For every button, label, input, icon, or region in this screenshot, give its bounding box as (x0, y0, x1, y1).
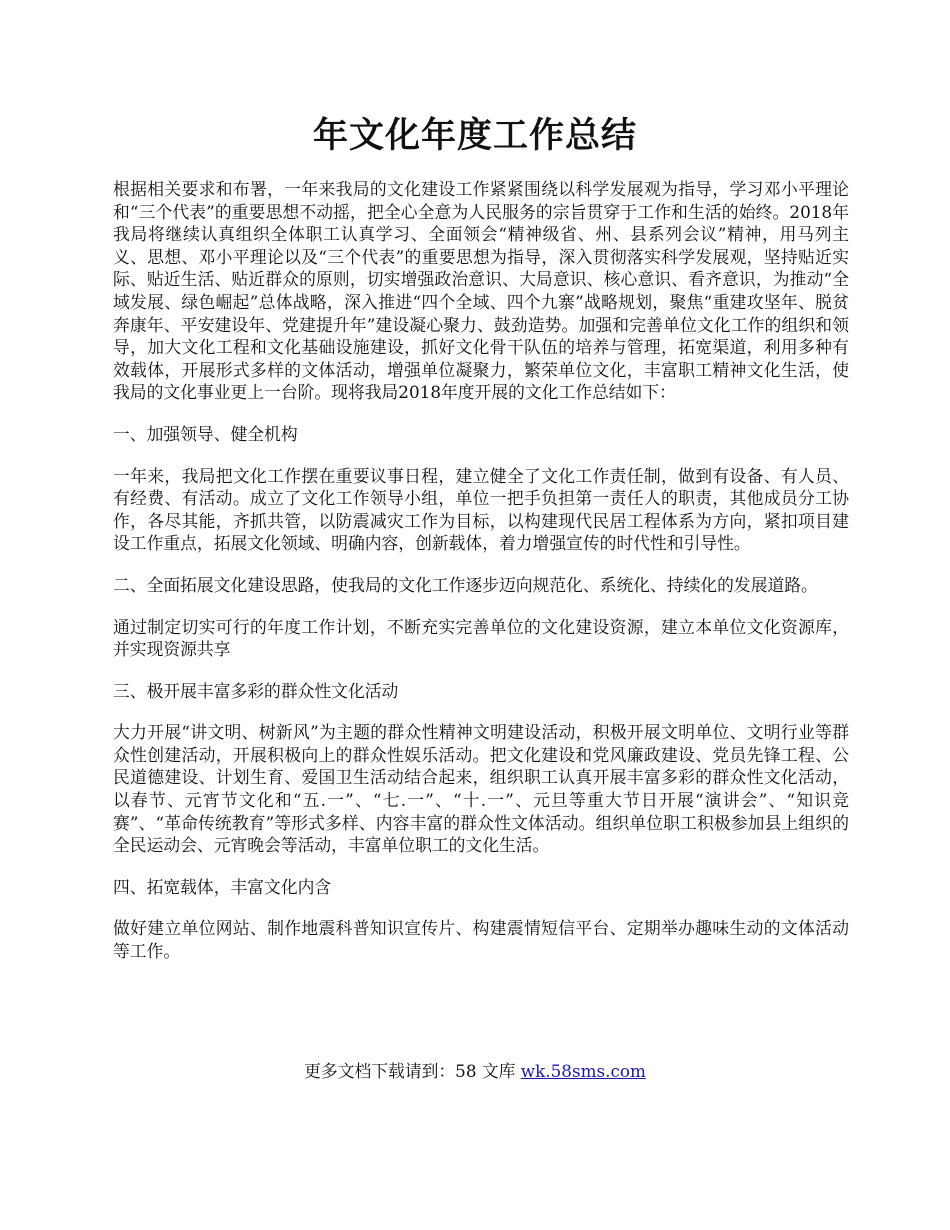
page-title: 年文化年度工作总结 (312, 115, 637, 156)
section-heading-3: 三、极开展丰富多彩的群众性文化活动 (113, 680, 399, 701)
section-body-1: 一年来，我局把文化工作摆在重要议事日程，建立健全了文化工作责任制，做到有设备、有人员、有经费、有活动。成立了文化工作领导小组，单位一把手负担第一责任人的职责，其他成员分工协作，各尽其能，齐抓共管，以防震减灾工作为目标，以构建现代民居工程体系为方向，紧扣项目建设工作重点，拓展文化领域、明确内容，创新载体，着力增强宣传的时代性和引导性。 (113, 465, 849, 554)
document-body (113, 178, 849, 982)
section-body-2: 通过制定切实可行的年度工作计划，不断充实完善单位的文化建设资源，建立本单位文化资源库，并实现资源共享 (113, 616, 849, 660)
section-body-4: 做好建立单位网站、制作地震科普知识宣传片、构建震情短信平台、定期举办趣味生动的文体活动等工作。 (113, 918, 849, 962)
footer-link[interactable]: wk.58sms.com (520, 1061, 646, 1081)
section-heading-2: 二、全面拓展文化建设思路，使我局的文化工作逐步迈向规范化、系统化、持续化的发展道路。 (113, 574, 818, 595)
footer (0, 1060, 950, 1082)
section-heading-1: 一、加强领导、健全机构 (113, 423, 298, 444)
footer-prefix: 更多文档下载请到：58 文库 (304, 1061, 521, 1081)
section-heading-4: 四、拓宽载体，丰富文化内含 (113, 876, 332, 897)
section-body-3: 大力开展“讲文明、树新风”为主题的群众性精神文明建设活动，积极开展文明单位、文明行业等群众性创建活动，开展积极向上的群众性娱乐活动。把文化建设和党风廉政建设、党员先锋工程、公民道德建设、计划生育、爱国卫生活动结合起来，组织职工认真开展丰富多彩的群众性文化活动，以春节、元宵节文化和“五.一”、“七.一”、“十.一”、元旦等重大节日开展“演讲会”、“知识竞赛”、“革命传统教育”等形式多样、内容丰富的群众性文体活动。组织单位职工积极参加县上组织的全民运动会、元宵晚会等活动，丰富单位职工的文化生活。 (113, 722, 849, 856)
intro-paragraph: 根据相关要求和布署，一年来我局的文化建设工作紧紧围绕以科学发展观为指导，学习邓小平理论和“三个代表”的重要思想不动摇，把全心全意为人民服务的宗旨贯穿于工作和生活的始终。2018年我局将继续认真组织全体职工认真学习、全面领会“精神级省、州、县系列会议”精神，用马列主义、思想、邓小平理论以及“三个代表”的重要思想为指导，深入贯彻落实科学发展观，坚持贴近实际、贴近生活、贴近群众的原则，切实增强政治意识、大局意识、核心意识、看齐意识，为推动“全域发展、绿色崛起”总体战略，深入推进“四个全域、四个九寨”战略规划，聚焦“重建攻坚年、脱贫奔康年、平安建设年、党建提升年”建设凝心聚力、鼓劲造势。加强和完善单位文化工作的组织和领导，加大文化工程和文化基础设施建设，抓好文化骨干队伍的培养与管理，拓宽渠道，利用多种有效载体，开展形式多样的文体活动，增强单位凝聚力，繁荣单位文化，丰富职工精神文化生活，使我局的文化事业更上一台阶。现将我局2018年度开展的文化工作总结如下： (113, 179, 849, 403)
